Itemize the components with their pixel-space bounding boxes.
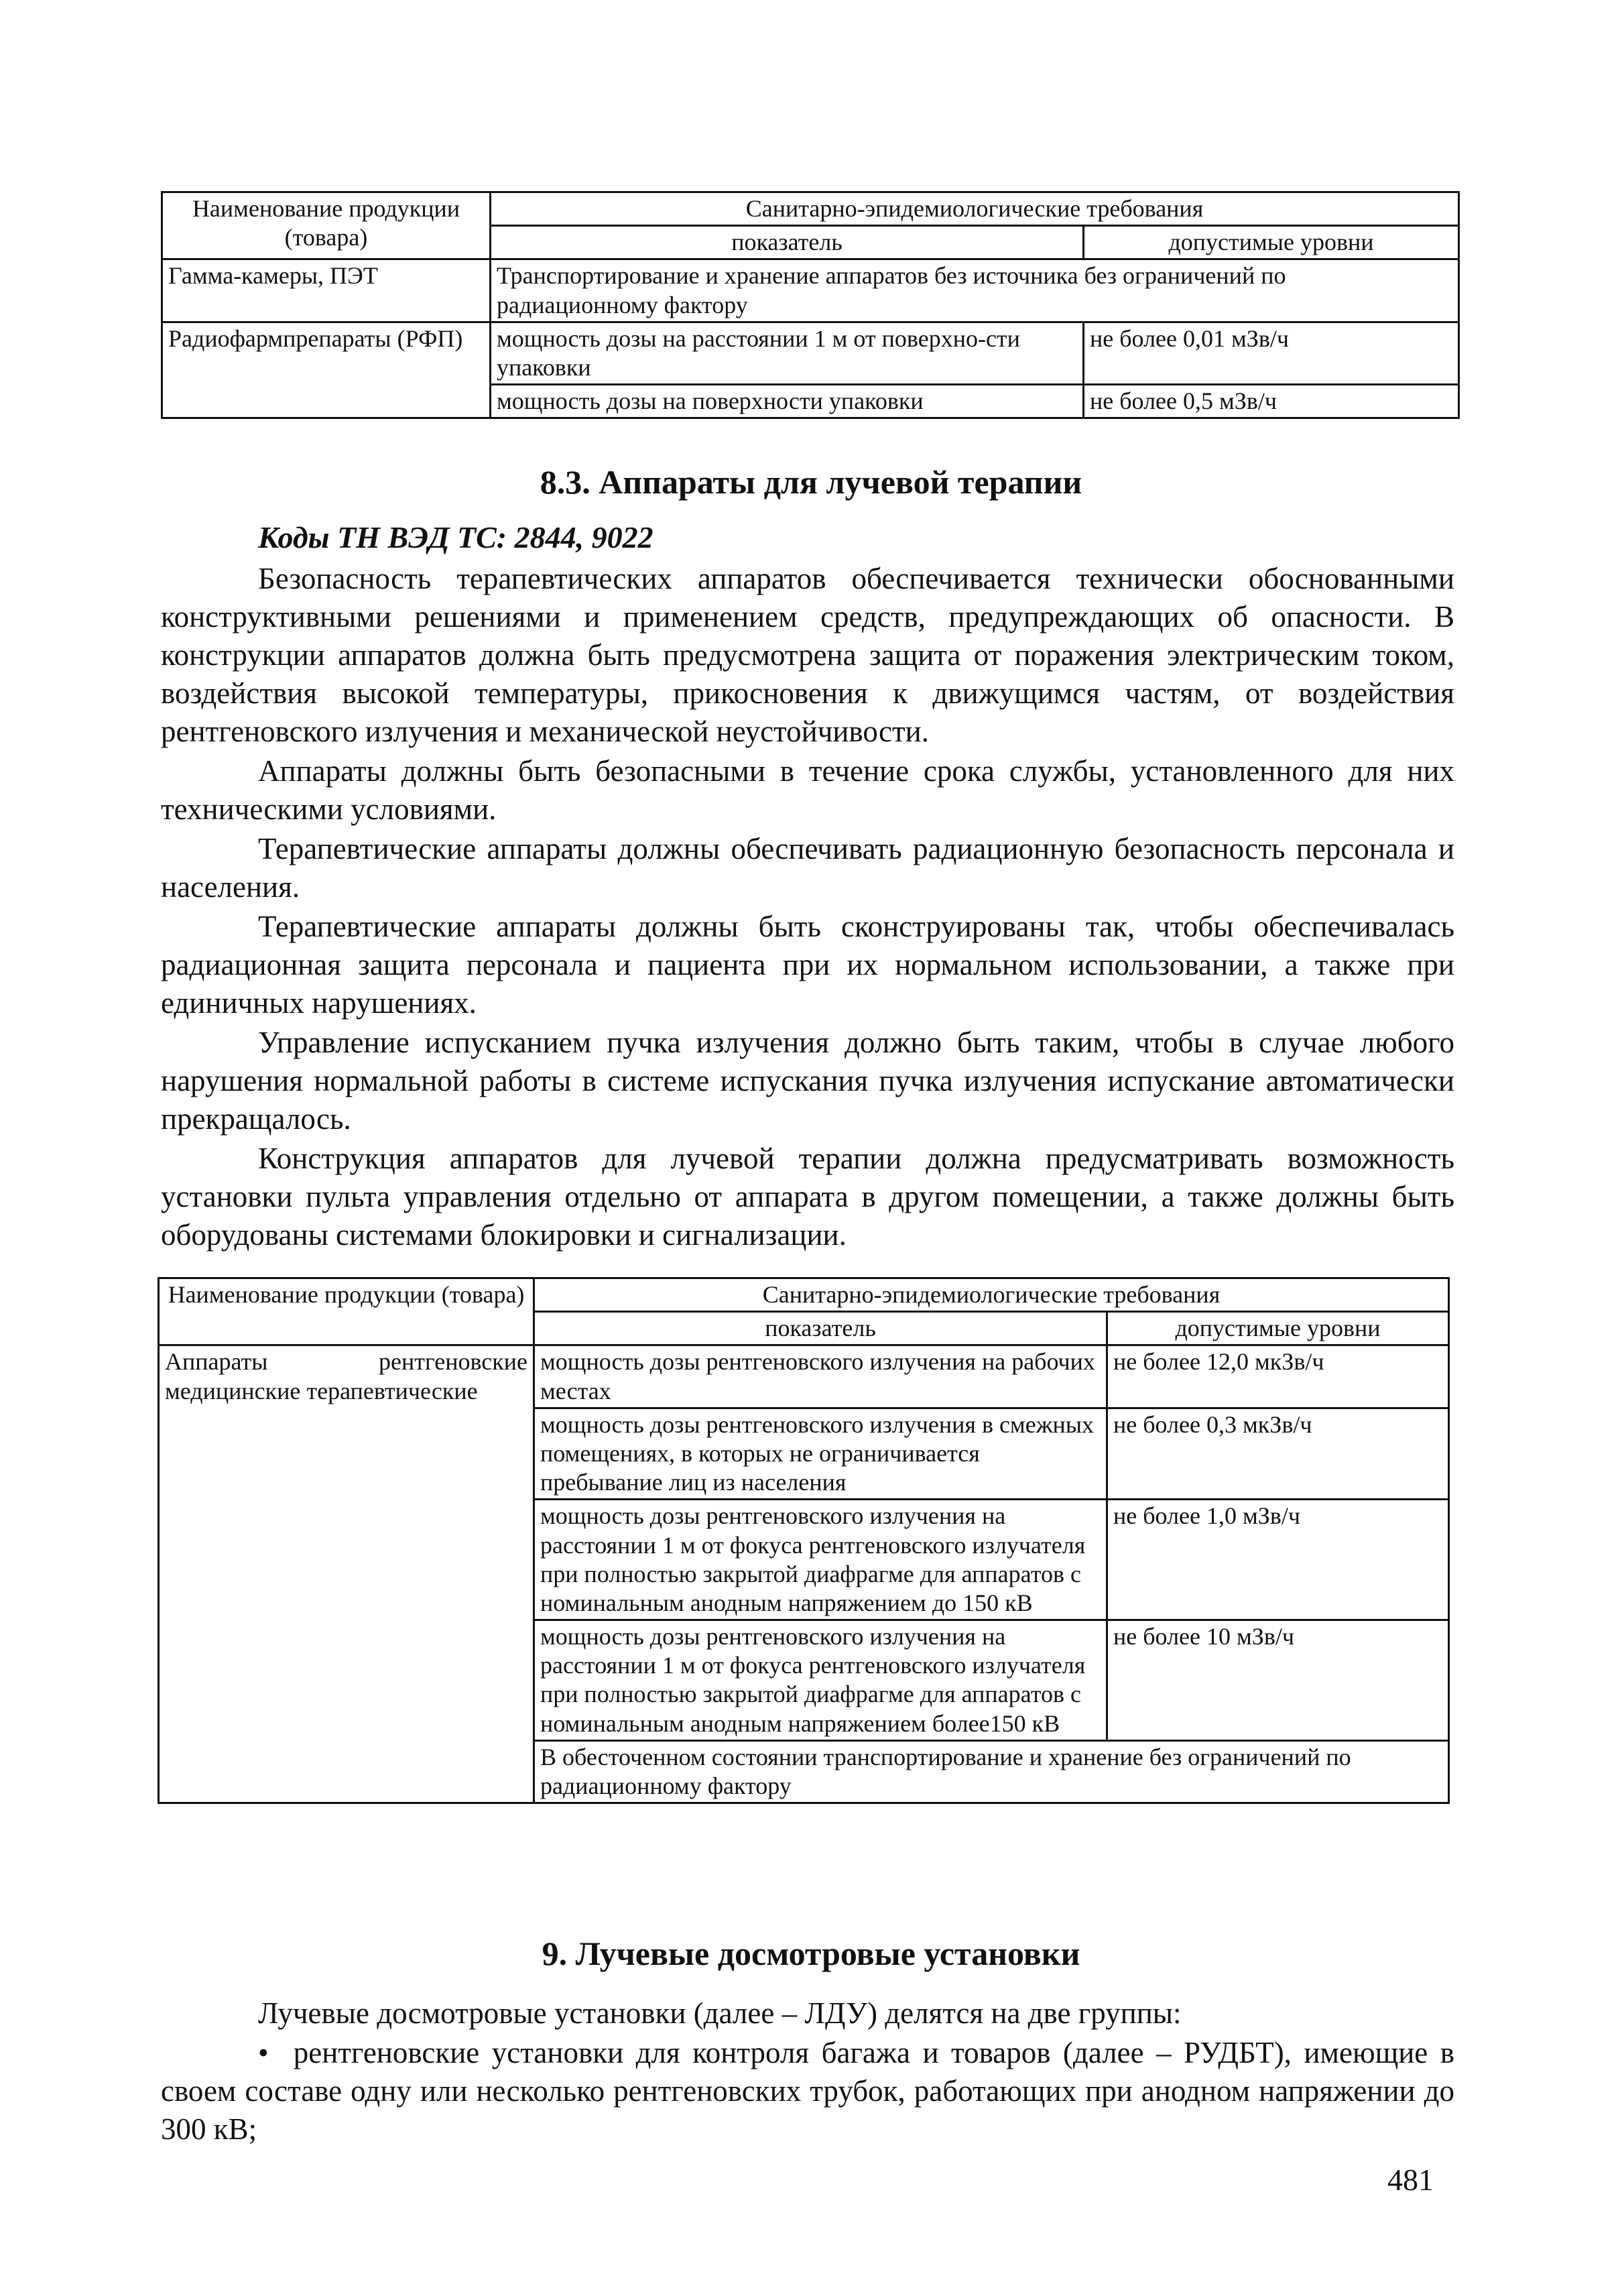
t1-row2-indicator: мощность дозы на расстоянии 1 м от поверхно-сти упаковки [491,322,1084,384]
paragraph: Аппараты должны быть безопасными в течение срока службы, установленного для них техническими условиями. [161,754,1454,826]
t2-row2-level: не более 0,3 мкЗв/ч [1107,1408,1449,1500]
paragraph: Управление испусканием пучка излучения должно быть таким, чтобы в случае любого нарушения нормальной работы в системе испускания пучка излучения испускание автоматически прекращалось. [161,1026,1454,1136]
t1-row2-level: не более 0,01 мЗв/ч [1084,322,1459,384]
t1-head-req: Санитарно-эпидемиологические требования [491,192,1459,226]
codes-line: Коды ТН ВЭД ТС: 2844, 9022 [258,520,653,554]
table-row [162,259,1459,322]
t1-head-levels: допустимые уровни [1084,226,1459,259]
t1-head-name: Наименование продукции (товара) [162,192,491,259]
t2-head-levels: допустимые уровни [1107,1312,1449,1345]
table-row [162,322,1459,384]
section-8-3-body [161,560,1454,1256]
t2-row3-level: не более 1,0 мЗв/ч [1107,1500,1449,1620]
table-xray-therapy [158,1277,1450,1804]
t2-head-req: Санитарно-эпидемиологические требования [534,1278,1449,1312]
bullet-text: рентгеновские установки для контроля багажа и товаров (далее – РУДБТ), имеющие в своем составе одну или несколько рентгеновских трубок, работающих при анодном напряжении до 300 кВ; [161,2036,1455,2146]
table-row [159,1345,1449,1408]
t1-row1-span: Транспортирование и хранение аппаратов без источника без ограничений по радиационному фактору [491,259,1459,322]
t2-head-name: Наименование продукции (товара) [159,1278,534,1345]
t2-row3-indicator: мощность дозы рентгеновского излучения на расстоянии 1 м от фокуса рентгеновского излучателя при полностью закрытой диафрагме для аппаратов с номинальным анодным напряжением до 150 кВ [534,1500,1107,1620]
paragraph: Безопасность терапевтических аппаратов обеспечивается технически обоснованными конструктивными решениями и применением средств, предупреждающих об опасности. В конструкции аппаратов должна быть предусмотрена защита от поражения электрическим током, воздействия высокой температуры, прикосновения к движущимся частям, от воздействия рентгеновского излучения и механической неустойчивости. [161,562,1454,748]
t2-head-indicator: показатель [534,1312,1107,1345]
t1-row3-level: не более 0,5 мЗв/ч [1084,385,1459,418]
t1-head-indicator: показатель [491,226,1084,259]
t1-row1-name: Гамма-камеры, ПЭТ [162,259,491,322]
t2-row2-indicator: мощность дозы рентгеновского излучения в смежных помещениях, в которых не ограничивается пребывание лиц из населения [534,1408,1107,1500]
section-9-body [161,1994,1454,2150]
bullet-item [161,2034,1454,2149]
section-8-3-title: 8.3. Аппараты для лучевой терапии [540,463,1082,501]
section-9-title: 9. Лучевые досмотровые установки [542,1935,1080,1972]
t2-row1-indicator: мощность дозы рентгеновского излучения на рабочих местах [534,1345,1107,1408]
table-gamma-rfp [161,191,1460,419]
t2-span-row: В обесточенном состоянии транспортирование и хранение без ограничений по радиационному фактору [534,1740,1449,1803]
t2-row1-level: не более 12,0 мкЗв/ч [1107,1345,1449,1408]
paragraph: Конструкция аппаратов для лучевой терапии должна предусматривать возможность установки пульта управления отдельно от аппарата в другом помещении, а также должны быть оборудованы системами блокировки и сигнализации. [161,1142,1454,1252]
t1-row2-name: Радиофармпрепараты (РФП) [162,322,491,418]
bullet-icon: • [258,2036,269,2069]
paragraph: Лучевые досмотровые установки (далее – ЛДУ) делятся на две группы: [258,1996,1182,2030]
t2-product: Аппараты рентгеновские медицинские терапевтические [159,1345,534,1803]
paragraph: Терапевтические аппараты должны быть сконструированы так, чтобы обеспечивалась радиационная защита персонала и пациента при их нормальном использовании, а также при единичных нарушениях. [161,910,1454,1020]
t2-row4-indicator: мощность дозы рентгеновского излучения на расстоянии 1 м от фокуса рентгеновского излучателя при полностью закрытой диафрагме для аппаратов с номинальным анодным напряжением более150 кВ [534,1620,1107,1741]
t2-row4-level: не более 10 мЗв/ч [1107,1620,1449,1741]
paragraph: Терапевтические аппараты должны обеспечивать радиационную безопасность персонала и населения. [161,832,1454,904]
page-number: 481 [1387,2163,1434,2197]
t1-row3-indicator: мощность дозы на поверхности упаковки [491,385,1084,418]
